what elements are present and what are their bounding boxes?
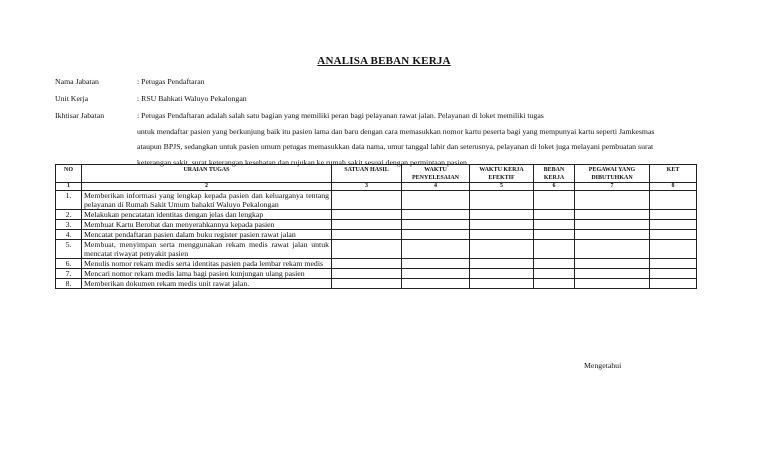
job-info	[55, 76, 695, 176]
table-row	[56, 220, 697, 230]
header-waktu-kerja-efektif: WAKTU KERJA EFEKTIF	[470, 165, 534, 183]
row-number: 3.	[56, 220, 82, 230]
header-pegawai-dibutuhkan: PEGAWAI YANG DIBUTUHKAN	[575, 165, 650, 183]
column-number: 2	[82, 183, 332, 191]
table-row	[56, 191, 697, 210]
info-value: : Petugas Pendaftaran	[137, 77, 205, 86]
task-description: Memberikan informasi yang lengkap kepada pasien dan keluarganya tentang pelayanan di Rumah Sakit Umum bahakti Waluyo Pekalongan	[82, 191, 332, 210]
table-row	[56, 259, 697, 269]
empty-cell	[575, 230, 650, 240]
column-number: 6	[534, 183, 575, 191]
empty-cell	[470, 269, 534, 279]
empty-cell	[534, 220, 575, 230]
header-ket: KET	[650, 165, 697, 183]
empty-cell	[402, 220, 470, 230]
empty-cell	[470, 191, 534, 210]
empty-cell	[402, 210, 470, 220]
empty-cell	[575, 240, 650, 259]
row-number: 8.	[56, 279, 82, 289]
empty-cell	[332, 259, 402, 269]
info-value-summary	[137, 108, 695, 170]
empty-cell	[650, 230, 697, 240]
empty-cell	[650, 279, 697, 289]
empty-cell	[534, 230, 575, 240]
empty-cell	[650, 220, 697, 230]
task-description: Mencari nomor rekam medis lama bagi pasien kunjungan ulang pasien	[82, 269, 332, 279]
column-number-row	[56, 183, 697, 191]
empty-cell	[402, 240, 470, 259]
empty-cell	[470, 279, 534, 289]
header-uraian-tugas: URAIAN TUGAS	[82, 165, 332, 183]
task-description: Mencatat pendaftaran pasien dalam buku register pasien rawat jalan	[82, 230, 332, 240]
empty-cell	[650, 269, 697, 279]
empty-cell	[402, 279, 470, 289]
empty-cell	[470, 210, 534, 220]
empty-cell	[332, 220, 402, 230]
summary-line: untuk mendaftar pasien yang berkunjung baik itu pasien lama dan baru dengan cara memasukkan nomor kartu peserta bagi yang mempunyai kartu seperti Jamkesmas	[137, 126, 655, 136]
empty-cell	[402, 230, 470, 240]
empty-cell	[534, 279, 575, 289]
info-label: Ikhtisar Jabatan	[55, 111, 105, 120]
info-label: Unit Kerja	[55, 94, 89, 103]
empty-cell	[575, 191, 650, 210]
footer-mengetahui: Mengetahui	[584, 361, 622, 370]
column-number: 8	[650, 183, 697, 191]
empty-cell	[650, 210, 697, 220]
task-description: Membuat, menyimpan serta menggunakan rekam medis rawat jalan untuk mencatat riwayat penyakit pasien	[82, 240, 332, 259]
table-row	[56, 230, 697, 240]
summary-line: : Petugas Pendaftaran adalah salah satu bagian yang memiliki peran bagi pelayanan rawat jalan. Pelayanan di loket memiliki tugas	[137, 111, 544, 120]
empty-cell	[534, 191, 575, 210]
empty-cell	[402, 259, 470, 269]
empty-cell	[332, 269, 402, 279]
empty-cell	[575, 259, 650, 269]
task-description: Membuat Kartu Berobat dan menyerahkannya kepada pasien	[82, 220, 332, 230]
empty-cell	[470, 240, 534, 259]
empty-cell	[332, 210, 402, 220]
row-number: 7.	[56, 269, 82, 279]
table-row	[56, 210, 697, 220]
header-satuan-hasil: SATUAN HASIL	[332, 165, 402, 183]
document-title: ANALISA BEBAN KERJA	[317, 55, 451, 67]
table-row	[56, 240, 697, 259]
row-number: 6.	[56, 259, 82, 269]
empty-cell	[534, 269, 575, 279]
table-row	[56, 269, 697, 279]
empty-cell	[650, 191, 697, 210]
row-number: 1.	[56, 191, 82, 210]
empty-cell	[575, 220, 650, 230]
empty-cell	[575, 210, 650, 220]
empty-cell	[650, 240, 697, 259]
info-row-unit-kerja	[55, 93, 695, 104]
column-number: 1	[56, 183, 82, 191]
workload-table	[55, 164, 697, 289]
row-number: 5.	[56, 240, 82, 259]
empty-cell	[575, 279, 650, 289]
empty-cell	[332, 240, 402, 259]
empty-cell	[402, 269, 470, 279]
empty-cell	[470, 220, 534, 230]
column-number: 3	[332, 183, 402, 191]
header-beban-kerja: BEBAN KERJA	[534, 165, 575, 183]
info-row-nama-jabatan	[55, 76, 695, 87]
empty-cell	[332, 230, 402, 240]
row-number: 2.	[56, 210, 82, 220]
info-value: : RSU Bahkati Waluyo Pekalongan	[137, 94, 247, 103]
column-number: 5	[470, 183, 534, 191]
task-description: Memberikan dokumen rekam medis unit rawat jalan.	[82, 279, 332, 289]
header-waktu-penyelesaian: WAKTU PENYELESAIAN	[402, 165, 470, 183]
empty-cell	[470, 259, 534, 269]
task-description: Melakukan pencatatan identitas dengan jelas dan lengkap	[82, 210, 332, 220]
empty-cell	[332, 191, 402, 210]
empty-cell	[534, 259, 575, 269]
header-no: NO	[56, 165, 82, 183]
column-number: 7	[575, 183, 650, 191]
column-number: 4	[402, 183, 470, 191]
info-label: Nama Jabatan	[55, 77, 99, 86]
empty-cell	[575, 269, 650, 279]
task-description: Menulis nomor rekam medis serta identitas pasien pada lembar rekam medis	[82, 259, 332, 269]
empty-cell	[534, 240, 575, 259]
empty-cell	[402, 191, 470, 210]
empty-cell	[332, 279, 402, 289]
info-row-ikhtisar-jabatan	[55, 110, 695, 170]
empty-cell	[650, 259, 697, 269]
empty-cell	[470, 230, 534, 240]
table-header-row	[56, 165, 697, 183]
summary-line: ataupun BPJS, sedangkan untuk pasien umum petugas memasukkan data nama, umur tanggal lahir dan seterusnya, pelayanan di loket juga melayani pembuatan surat	[137, 142, 654, 151]
summary-line: keterangan sakit, surat keterangan kesehatan dan rujukan ke rumah sakit sesuai dengan permintaan pasien.	[137, 157, 469, 167]
table-row	[56, 279, 697, 289]
row-number: 4.	[56, 230, 82, 240]
empty-cell	[534, 210, 575, 220]
